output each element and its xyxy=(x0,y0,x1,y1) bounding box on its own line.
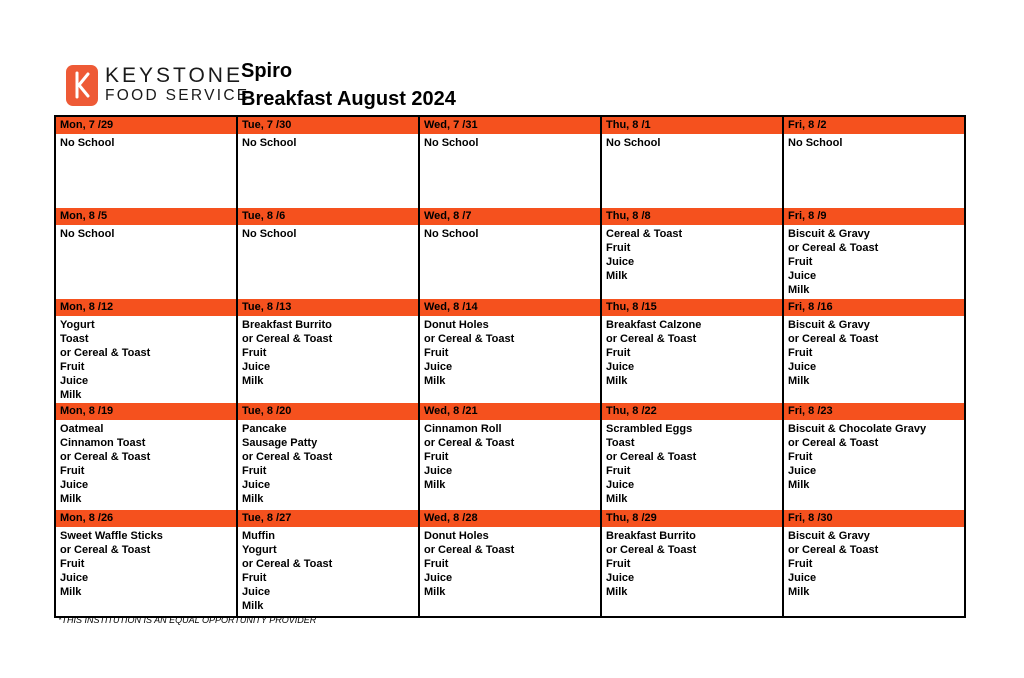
day-date-header: Thu, 8 /1 xyxy=(601,116,783,134)
menu-item: or Cereal & Toast xyxy=(242,451,333,463)
menu-item: Fruit xyxy=(606,347,631,359)
day-menu-cell xyxy=(55,420,237,510)
menu-item: Cinnamon Toast xyxy=(60,437,146,449)
menu-item: Milk xyxy=(788,479,810,491)
menu-item: Fruit xyxy=(606,242,631,254)
menu-item: No School xyxy=(60,137,115,149)
menu-item: Yogurt xyxy=(242,544,277,556)
menu-item: Juice xyxy=(60,375,89,387)
menu-item: Milk xyxy=(60,389,82,401)
week-date-row xyxy=(55,299,965,316)
menu-item: Milk xyxy=(424,586,446,598)
menu-item: Milk xyxy=(242,600,264,612)
day-menu-cell xyxy=(601,225,783,299)
menu-item: Breakfast Calzone xyxy=(606,319,702,331)
menu-item: Fruit xyxy=(242,465,267,477)
day-menu-cell xyxy=(783,316,965,403)
menu-item: Juice xyxy=(606,361,635,373)
menu-item: Cinnamon Roll xyxy=(424,423,502,435)
week-date-row xyxy=(55,403,965,420)
menu-item: or Cereal & Toast xyxy=(60,347,151,359)
day-menu-cell xyxy=(237,527,419,617)
day-menu-cell xyxy=(601,420,783,510)
week-date-row xyxy=(55,510,965,527)
menu-item: Fruit xyxy=(60,558,85,570)
day-menu-cell xyxy=(419,420,601,510)
menu-item: Juice xyxy=(788,465,817,477)
week-date-row xyxy=(55,208,965,225)
menu-item: Pancake xyxy=(242,423,287,435)
day-menu-cell xyxy=(237,316,419,403)
menu-item: or Cereal & Toast xyxy=(606,544,697,556)
menu-item: No School xyxy=(60,228,115,240)
logo-brand-subtitle: FOOD SERVICE xyxy=(105,87,250,104)
menu-item: Donut Holes xyxy=(424,530,489,542)
day-date-header: Thu, 8 /8 xyxy=(601,208,783,225)
day-date-header: Wed, 8 /21 xyxy=(419,403,601,420)
day-menu-cell xyxy=(419,316,601,403)
menu-item: Breakfast Burrito xyxy=(606,530,696,542)
day-date-header: Thu, 8 /29 xyxy=(601,510,783,527)
menu-item: Milk xyxy=(788,375,810,387)
menu-item: Fruit xyxy=(242,572,267,584)
day-menu-cell xyxy=(419,134,601,208)
day-menu-cell xyxy=(419,527,601,617)
day-date-header: Thu, 8 /15 xyxy=(601,299,783,316)
menu-item: Juice xyxy=(788,572,817,584)
menu-item: or Cereal & Toast xyxy=(606,333,697,345)
menu-item: Fruit xyxy=(788,451,813,463)
day-menu-cell xyxy=(783,134,965,208)
day-menu-cell xyxy=(601,134,783,208)
day-menu-cell xyxy=(419,225,601,299)
day-date-header: Mon, 8 /12 xyxy=(55,299,237,316)
day-menu-cell xyxy=(237,134,419,208)
menu-item: Milk xyxy=(788,586,810,598)
menu-item: Juice xyxy=(60,572,89,584)
day-menu-cell xyxy=(783,527,965,617)
day-date-header: Tue, 8 /20 xyxy=(237,403,419,420)
day-date-header: Tue, 7 /30 xyxy=(237,116,419,134)
day-date-header: Wed, 7 /31 xyxy=(419,116,601,134)
day-menu-cell xyxy=(55,527,237,617)
menu-item: Sausage Patty xyxy=(242,437,318,449)
menu-item: or Cereal & Toast xyxy=(788,437,879,449)
menu-item: Yogurt xyxy=(60,319,95,331)
menu-item: or Cereal & Toast xyxy=(242,558,333,570)
day-date-header: Mon, 8 /5 xyxy=(55,208,237,225)
menu-item: Juice xyxy=(242,479,271,491)
menu-item: Muffin xyxy=(242,530,275,542)
menu-item: No School xyxy=(242,137,297,149)
day-date-header: Fri, 8 /2 xyxy=(783,116,965,134)
week-menu-row xyxy=(55,420,965,510)
day-menu-cell xyxy=(55,134,237,208)
week-menu-row xyxy=(55,225,965,299)
menu-item: Milk xyxy=(606,375,628,387)
menu-item: or Cereal & Toast xyxy=(788,242,879,254)
day-date-header: Mon, 8 /19 xyxy=(55,403,237,420)
menu-item: Juice xyxy=(606,256,635,268)
menu-item: Milk xyxy=(242,375,264,387)
day-menu-cell xyxy=(237,420,419,510)
menu-item: Juice xyxy=(606,479,635,491)
day-menu-cell xyxy=(783,420,965,510)
menu-item: or Cereal & Toast xyxy=(788,544,879,556)
menu-item: Sweet Waffle Sticks xyxy=(60,530,163,542)
menu-item: No School xyxy=(788,137,843,149)
menu-item: Juice xyxy=(424,572,453,584)
menu-item: Juice xyxy=(788,270,817,282)
menu-item: Fruit xyxy=(424,347,449,359)
menu-item: Fruit xyxy=(788,347,813,359)
day-date-header: Fri, 8 /9 xyxy=(783,208,965,225)
week-menu-row xyxy=(55,134,965,208)
day-date-header: Fri, 8 /30 xyxy=(783,510,965,527)
week-menu-row xyxy=(55,316,965,403)
menu-item: Milk xyxy=(242,493,264,505)
menu-title: Breakfast August 2024 xyxy=(241,88,456,110)
day-date-header: Wed, 8 /14 xyxy=(419,299,601,316)
menu-item: No School xyxy=(606,137,661,149)
menu-item: Juice xyxy=(606,572,635,584)
menu-item: Milk xyxy=(424,375,446,387)
menu-calendar xyxy=(54,115,966,618)
menu-item: Toast xyxy=(606,437,635,449)
menu-item: Juice xyxy=(424,361,453,373)
menu-item: Milk xyxy=(788,284,810,296)
menu-item: or Cereal & Toast xyxy=(60,544,151,556)
menu-item: or Cereal & Toast xyxy=(606,451,697,463)
day-date-header: Tue, 8 /13 xyxy=(237,299,419,316)
day-date-header: Mon, 7 /29 xyxy=(55,116,237,134)
menu-item: No School xyxy=(424,228,479,240)
menu-item: Toast xyxy=(60,333,89,345)
menu-item: Fruit xyxy=(788,558,813,570)
menu-item: Milk xyxy=(606,586,628,598)
menu-item: Juice xyxy=(424,465,453,477)
logo-brand-name: KEYSTONE xyxy=(105,64,243,87)
menu-item: Biscuit & Gravy xyxy=(788,228,870,240)
day-date-header: Tue, 8 /6 xyxy=(237,208,419,225)
day-date-header: Fri, 8 /16 xyxy=(783,299,965,316)
menu-item: Fruit xyxy=(424,558,449,570)
menu-item: Fruit xyxy=(606,558,631,570)
menu-item: Biscuit & Gravy xyxy=(788,319,870,331)
day-menu-cell xyxy=(601,527,783,617)
menu-item: Fruit xyxy=(242,347,267,359)
menu-item: Milk xyxy=(60,586,82,598)
menu-item: Milk xyxy=(606,493,628,505)
day-date-header: Wed, 8 /28 xyxy=(419,510,601,527)
menu-item: or Cereal & Toast xyxy=(60,451,151,463)
menu-item: No School xyxy=(424,137,479,149)
day-menu-cell xyxy=(783,225,965,299)
menu-item: or Cereal & Toast xyxy=(788,333,879,345)
day-menu-cell xyxy=(55,316,237,403)
menu-item: or Cereal & Toast xyxy=(242,333,333,345)
menu-item: or Cereal & Toast xyxy=(424,437,515,449)
keystone-logo-icon xyxy=(66,65,98,106)
day-date-header: Wed, 8 /7 xyxy=(419,208,601,225)
menu-item: Fruit xyxy=(60,465,85,477)
school-name: Spiro xyxy=(241,60,293,82)
menu-item: No School xyxy=(242,228,297,240)
menu-item: Milk xyxy=(424,479,446,491)
menu-item: Breakfast Burrito xyxy=(242,319,332,331)
menu-item: Fruit xyxy=(788,256,813,268)
day-date-header: Mon, 8 /26 xyxy=(55,510,237,527)
day-menu-cell xyxy=(601,316,783,403)
menu-item: Biscuit & Gravy xyxy=(788,530,870,542)
menu-item: Juice xyxy=(788,361,817,373)
day-date-header: Fri, 8 /23 xyxy=(783,403,965,420)
menu-item: Juice xyxy=(242,586,271,598)
day-date-header: Tue, 8 /27 xyxy=(237,510,419,527)
menu-item: Scrambled Eggs xyxy=(606,423,693,435)
menu-item: Biscuit & Chocolate Gravy xyxy=(788,423,927,435)
footnote: *THIS INSTITUTION IS AN EQUAL OPPORTUNITY PROVIDER xyxy=(58,615,317,625)
day-date-header: Thu, 8 /22 xyxy=(601,403,783,420)
menu-item: or Cereal & Toast xyxy=(424,544,515,556)
menu-item: Juice xyxy=(242,361,271,373)
menu-item: Oatmeal xyxy=(60,423,104,435)
menu-item: Donut Holes xyxy=(424,319,489,331)
menu-item: Fruit xyxy=(606,465,631,477)
week-date-row xyxy=(55,116,965,134)
menu-item: Cereal & Toast xyxy=(606,228,683,240)
menu-item: or Cereal & Toast xyxy=(424,333,515,345)
menu-item: Milk xyxy=(606,270,628,282)
menu-item: Fruit xyxy=(424,451,449,463)
day-menu-cell xyxy=(55,225,237,299)
day-menu-cell xyxy=(237,225,419,299)
menu-item: Juice xyxy=(60,479,89,491)
week-menu-row xyxy=(55,527,965,617)
menu-item: Milk xyxy=(60,493,82,505)
menu-item: Fruit xyxy=(60,361,85,373)
